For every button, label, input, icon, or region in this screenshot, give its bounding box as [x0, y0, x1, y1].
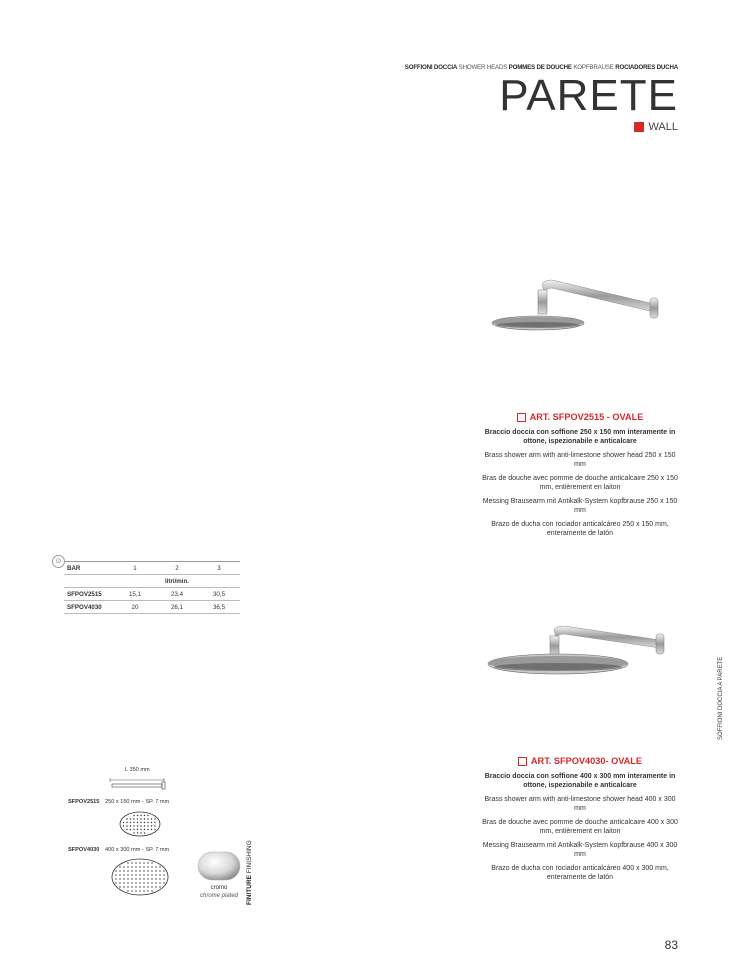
description-es: Brazo de ducha con rociador anticalcáreo 250 x 150 mm, enteramente de latón [491, 520, 669, 537]
table-row [64, 601, 240, 614]
drawing-code: SFPOV2515 [68, 799, 100, 805]
finishing-vertical-label [236, 840, 276, 905]
product-image-sfpov4030 [482, 570, 678, 750]
drawing-caption-sfpov4030 [68, 847, 169, 853]
product-art-title [480, 757, 680, 767]
product-code: ART. SFPOV2515 - OVALE [529, 412, 644, 422]
category-de: KOPFBRAUSE [573, 64, 614, 71]
flow-rate-table [64, 561, 240, 614]
category-en: SHOWER HEADS [458, 64, 508, 71]
description-de: Messing Brausearm mit Antikalk-System kopfbrause 250 x 150 mm [482, 497, 678, 514]
finish-name-it: cromo [210, 885, 228, 891]
description-fr: Bras de douche avec pomme de douche anticalcaire 250 x 150 mm, entièrement en laiton [482, 474, 678, 491]
description-it: Braccio doccia con soffione 400 x 300 mm interamente in ottone, ispezionabile e anticalcare [484, 772, 676, 789]
shower-head-drawing-large [110, 857, 170, 897]
subtitle-row [634, 121, 678, 133]
table-row [64, 588, 240, 601]
table-unit-label: litri/min. [114, 575, 240, 588]
arm-technical-drawing [108, 776, 168, 790]
table-cell-empty [64, 575, 114, 588]
finishing-label-en: FINISHING [246, 840, 253, 874]
table-header-cell: 1 [114, 562, 156, 575]
red-square-icon [634, 122, 644, 132]
product-block-sfpov4030 [480, 757, 680, 887]
checkbox-square-icon [517, 413, 526, 422]
flow-rate-icon: ⊙ [52, 555, 65, 568]
table-cell: SFPOV4030 [64, 601, 114, 614]
table-header-cell: BAR [64, 562, 114, 575]
table-header-cell: 2 [156, 562, 198, 575]
arm-length-label: L 350 mm [125, 767, 150, 773]
finishing-label-it: FINITURE [246, 875, 253, 905]
section-side-label [716, 656, 732, 740]
description-es: Brazo de ducha con rociador anticalcáreo 400 x 300 mm, enteramente de latón [491, 864, 669, 881]
table-unit-row [64, 575, 240, 588]
table-cell: 26,1 [156, 601, 198, 614]
description-fr: Bras de douche avec pomme de douche anticalcaire 400 x 300 mm, entièrement en laiton [482, 818, 678, 835]
table-cell: 23,4 [156, 588, 198, 601]
description-it: Braccio doccia con soffione 250 x 150 mm interamente in ottone, ispezionabile e anticalcare [484, 428, 676, 445]
page-subtitle: WALL [648, 121, 678, 133]
table-cell: 30,5 [198, 588, 240, 601]
checkbox-square-icon [518, 757, 527, 766]
page-title: PARETE [499, 71, 678, 120]
product-art-title [480, 413, 680, 423]
description-en: Brass shower arm with anti-limestone shower head 250 x 150 mm [484, 451, 676, 468]
description-de: Messing Brausearm mit Antikalk-System kopfbrause 400 x 300 mm [482, 841, 678, 858]
product-code: ART. SFPOV4030- OVALE [530, 756, 643, 766]
table-cell: 20 [114, 601, 156, 614]
drawing-dims: 400 x 300 mm - SP. 7 mm [104, 847, 170, 853]
product-block-sfpov2515 [480, 413, 680, 543]
shower-head-drawing-small [118, 810, 162, 838]
finish-name-en: chrome plated [199, 893, 239, 899]
page-number: 83 [664, 938, 678, 952]
table-header-cell: 3 [198, 562, 240, 575]
drawing-caption-sfpov2515 [68, 799, 169, 805]
description-en: Brass shower arm with anti-limestone shower head 400 x 300 mm [484, 795, 676, 812]
category-es: ROCIADORES DUCHA [615, 64, 678, 71]
section-side-text: SOFFIONI DOCCIA A PARETE [718, 656, 724, 740]
drawing-code: SFPOV4030 [68, 847, 100, 853]
table-cell: 15,1 [114, 588, 156, 601]
category-fr: POMMES DE DOUCHE [508, 64, 572, 71]
product-image-sfpov2515 [482, 222, 678, 382]
drawing-dims: 250 x 150 mm - SP. 7 mm [104, 799, 170, 805]
table-header-row [64, 562, 240, 575]
category-it: SOFFIONI DOCCIA [404, 64, 458, 71]
category-line [405, 64, 678, 71]
table-cell: 36,5 [198, 601, 240, 614]
table-cell: SFPOV2515 [64, 588, 114, 601]
